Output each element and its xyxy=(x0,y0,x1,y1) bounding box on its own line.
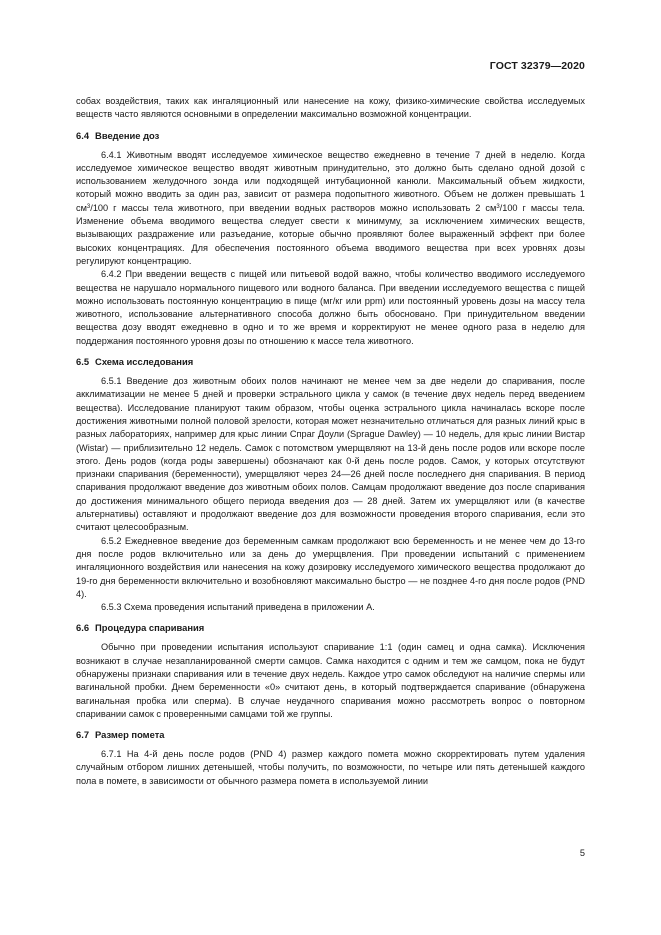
section-number: 6.7 xyxy=(76,729,90,741)
text-run: 6.4.1 Животным вводят исследуемое химическое вещество ежедневно в течение 7 дней в неделю. Когда исследуемое химическое вещество вводят животным принудительно, это должно быть сделано одной дозой с использованием желудочного зонда или подходящей интубационной канюли. Максимальный объем жидкости, который можно вводить за один раз, зависит от размера подопытного животного. Объем не должен превышать 1 см xyxy=(76,149,585,213)
page-body xyxy=(76,95,585,788)
section-number: 6.5 xyxy=(76,356,90,368)
section-title: Размер помета xyxy=(95,729,165,741)
paragraph-6-5-1: 6.5.1 Введение доз животным обоих полов начинают не менее чем за две недели до спаривания, после акклиматизации не менее 5 дней и проверки эстрального цикла у самок (в течение двух недель перед введением вещества). Исследование планируют таким образом, чтобы оценка эстрального цикла начиналась вскоре после достижения животными полной половой зрелости, которая может незначительно отличаться для разных линий крыс в разных лабораториях, например для крыс линии Спраг Доули (Sprague Dawley) — 10 недель, для крыс линии Вистар (Wistar) — приблизительно 12 недель. Самок с потомством умерщвляют на 13-й день после родов или вскоре после этого. День родов (когда роды завершены) обозначают как 0-й день после родов. Самок, у которых отсутствуют признаки спаривания (беременности), умерщвляют через 24—26 дней после последнего дня спаривания. В период спаривания продолжают введение доз животным обоих полов. Самцам продолжают введение доз после спаривания до достижения минимального общего периода введения доз — 28 дней. Затем их умерщвляют или (в качестве альтернативы) оставляют и продолжают введение доз для возможности проведения второго спаривания, если это считают целесообразным. xyxy=(76,376,585,533)
superscript: 3 xyxy=(496,203,500,210)
section-number: 6.4 xyxy=(76,129,90,141)
paragraph-6-4-2: 6.4.2 При введении веществ с пищей или питьевой водой важно, чтобы количество вводимого исследуемого вещества не нарушало нормального пищевого или водного баланса. При введении исследуемого вещества с пищей можно использовать постоянную концентрацию в пище (мг/кг или ppm) или постоянный уровень дозы на массу тела животного, использование альтернативного способа должно быть обосновано. При принудительном введении вещества дозу вводят ежедневно в одно и то же время и корректируют не менее одного раза в неделю для поддержания постоянного уровня дозы по отношению к массе тела животного. xyxy=(76,269,585,346)
intro-paragraph: собах воздействия, таких как ингаляционный или нанесение на кожу, физико-химические свойства исследуемых веществ часто являются основными в определении максимально возможной концентрации. xyxy=(76,96,585,120)
text-run: /100 г массы тела животного, при введении водных растворов можно использовать 2 см xyxy=(90,202,497,213)
paragraph-6-6: Обычно при проведении испытания используют спаривание 1:1 (один самец и одна самка). Исключения возникают в случае незапланированной смерти самцов. Самка находится с одним и тем же самцом, пока не будут обнаружены признаки спаривания или в течение двух недель. Каждое утро самок обследуют на наличие спермы или вагинальной пробки. Днем беременности «0» считают день, в который подтверждается спаривание (обнаружена вагинальная пробка или сперма). В случае неудачного спаривания можно рассмотреть вопрос о повторном спаривании самок с проверенными самцами той же группы. xyxy=(76,642,585,719)
paragraph-6-5-2: 6.5.2 Ежедневное введение доз беременным самкам продолжают всю беременность и не менее чем до 13-го дня после родов включительно или за день до умерщвления. При проведении испытаний с применением ингаляционного воздействия или нанесения на кожу дозировку исследуемого химического вещества продолжают до 19-го дня беременности включительно и возобновляют максимально быстро — не позднее 4-го дня после родов (PND 4). xyxy=(76,535,585,599)
section-heading-6-7 xyxy=(76,728,585,741)
section-title: Процедура спаривания xyxy=(95,622,205,634)
paragraph-6-5-3: 6.5.3 Схема проведения испытаний приведена в приложении А. xyxy=(101,602,375,613)
paragraph-6-7-1: 6.7.1 На 4-й день после родов (PND 4) размер каждого помета можно скорректировать путем удаления случайным отбором лишних детенышей, чтобы получить, по возможности, по четыре или пять детенышей каждого пола в помете, в зависимости от обычного размера помета в используемой линии xyxy=(76,749,585,786)
superscript: 3 xyxy=(86,203,91,210)
text-run: /100 г массы тела. Изменение объема вводимого вещества следует свести к минимуму, за исключением химических веществ, вызывающих раздражение или разъедание, которые обычно проявляют более выраженный эффект при более высоких концентрациях. Для обеспечения постоянного объема вводимого вещества при всех уровнях дозы регулируют концентрацию. xyxy=(76,202,585,266)
paragraph-6-4-1 xyxy=(76,149,585,269)
section-heading-6-5 xyxy=(76,355,585,368)
section-title: Схема исследования xyxy=(95,356,194,368)
standard-header: ГОСТ 32379—2020 xyxy=(489,60,585,72)
section-heading-6-4 xyxy=(76,129,585,142)
section-heading-6-6 xyxy=(76,621,585,634)
section-number: 6.6 xyxy=(76,622,90,634)
section-title: Введение доз xyxy=(95,129,160,141)
page-number: 5 xyxy=(579,848,585,858)
